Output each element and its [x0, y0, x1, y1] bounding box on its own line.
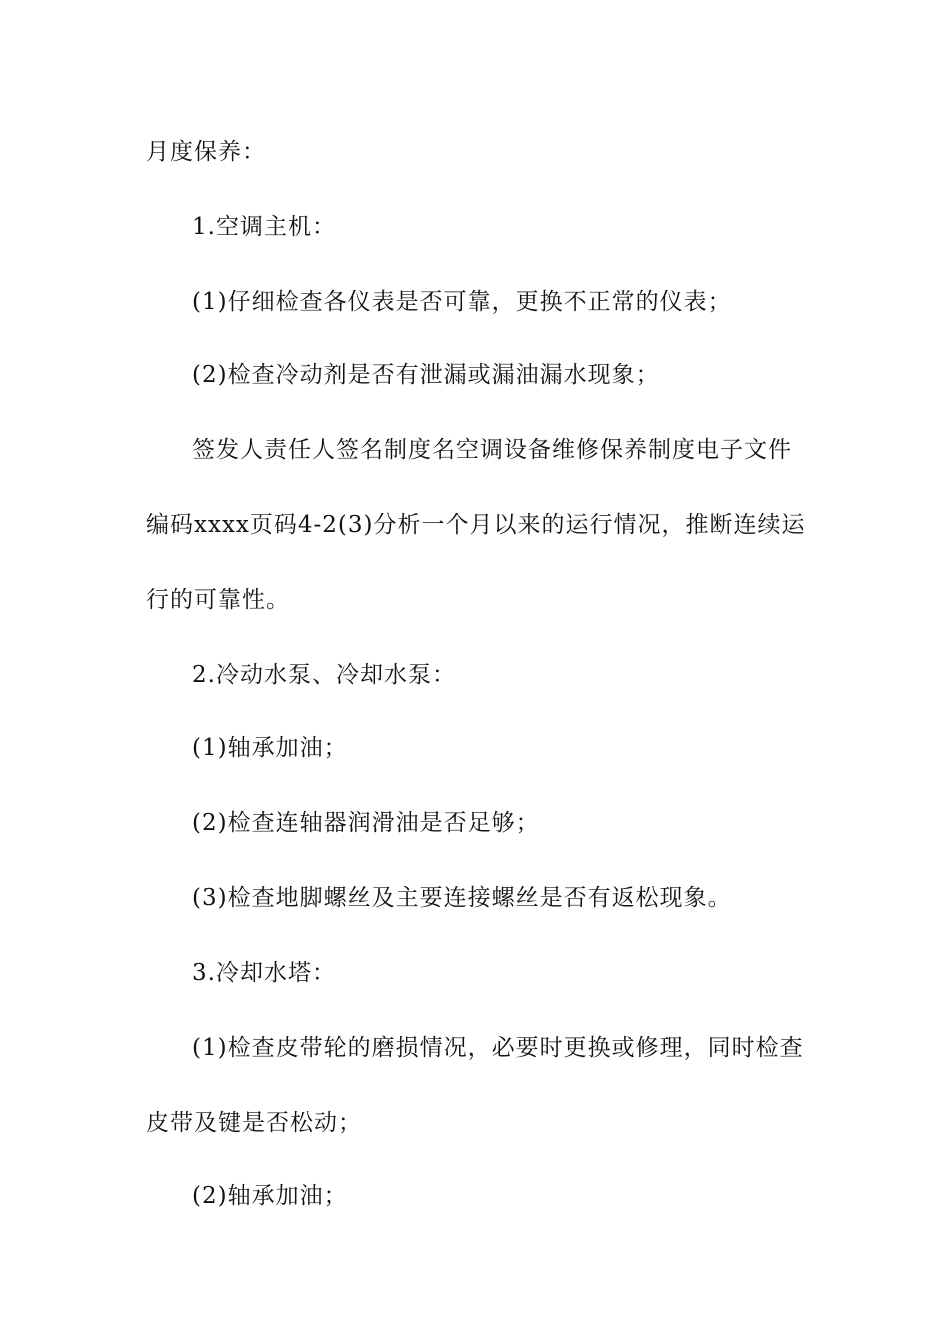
- paragraph-line: (1)仔细检查各仪表是否可靠，更换不正常的仪表；: [192, 289, 732, 315]
- item-heading-ac-main-unit: 1.空调主机：: [192, 214, 336, 240]
- paragraph-line: 皮带及键是否松动；: [146, 1110, 362, 1136]
- item-heading-cooling-tower: 3.冷却水塔：: [192, 960, 336, 986]
- paragraph-line: (2)轴承加油；: [192, 1183, 348, 1209]
- section-heading-monthly-maintenance: 月度保养：: [146, 139, 266, 165]
- paragraph-line: 行的可靠性。: [146, 587, 290, 613]
- paragraph-line: (2)检查冷动剂是否有泄漏或漏油漏水现象；: [192, 362, 660, 388]
- item-heading-pumps: 2.冷动水泵、冷却水泵：: [192, 662, 456, 688]
- paragraph-line: (1)检查皮带轮的磨损情况，必要时更换或修理，同时检查: [192, 1035, 804, 1061]
- paragraph-line: (1)轴承加油；: [192, 735, 348, 761]
- paragraph-line: (2)检查连轴器润滑油是否足够；: [192, 810, 540, 836]
- paragraph-line: (3)检查地脚螺丝及主要连接螺丝是否有返松现象。: [192, 885, 732, 911]
- paragraph-line: 签发人责任人签名制度名空调设备维修保养制度电子文件: [192, 437, 792, 463]
- paragraph-line: 编码xxxx页码4-2(3)分析一个月以来的运行情况，推断连续运: [146, 512, 806, 538]
